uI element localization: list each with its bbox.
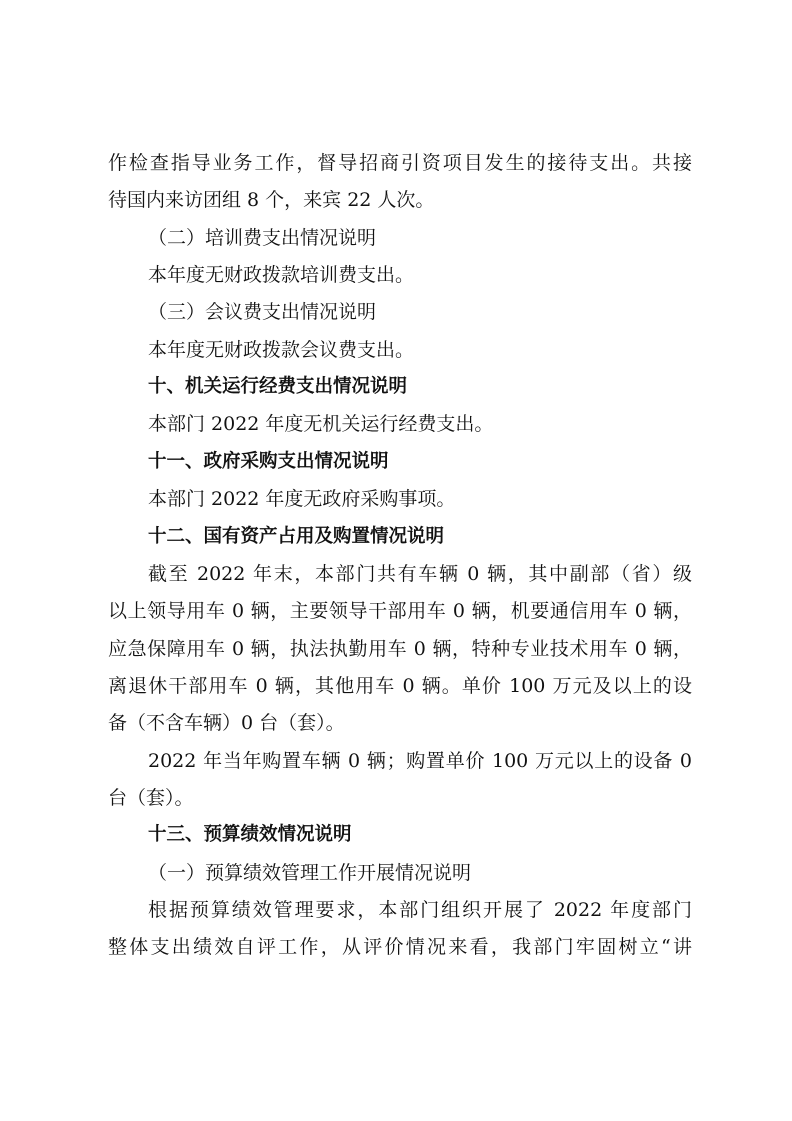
body-text-line: 整体支出绩效自评工作，从评价情况来看，我部门牢固树立“讲 (108, 936, 692, 958)
body-text-line: 本部门 2022 年度无机关运行经费支出。 (148, 413, 494, 435)
subsection-heading-meeting: （三）会议费支出情况说明 (148, 301, 377, 323)
section-heading-12: 十二、国有资产占用及购置情况说明 (148, 526, 445, 547)
body-text-line: 应急保障用车 0 辆，执法执勤用车 0 辆，特种专业技术用车 0 辆， (108, 638, 692, 660)
body-text-line: 以上领导用车 0 辆，主要领导干部用车 0 辆，机要通信用车 0 辆， (108, 600, 692, 622)
body-text-line: 台（套）。 (108, 787, 194, 809)
subsection-heading-training: （二）培训费支出情况说明 (148, 227, 377, 249)
body-text-line: 本年度无财政拨款培训费支出。 (148, 264, 415, 286)
body-text-line: 本年度无财政拨款会议费支出。 (148, 339, 415, 361)
body-text-line: 2022 年当年购置车辆 0 辆；购置单价 100 万元以上的设备 0 (148, 750, 692, 772)
body-text-line: 离退休干部用车 0 辆，其他用车 0 辆。单价 100 万元及以上的设 (108, 675, 692, 697)
section-heading-11: 十一、政府采购支出情况说明 (148, 451, 389, 472)
section-heading-10: 十、机关运行经费支出情况说明 (148, 376, 408, 397)
body-text-line: 截至 2022 年末，本部门共有车辆 0 辆，其中副部（省）级 (148, 563, 692, 585)
body-text-line: 待国内来访团组 8 个，来宾 22 人次。 (108, 189, 435, 211)
section-heading-13: 十三、预算绩效情况说明 (148, 824, 352, 845)
subsection-heading-performance: （一）预算绩效管理工作开展情况说明 (148, 862, 472, 884)
body-text-line: 根据预算绩效管理要求，本部门组织开展了 2022 年度部门 (148, 899, 692, 921)
body-text-line: 本部门 2022 年度无政府采购事项。 (148, 488, 456, 510)
body-text-line: 作检查指导业务工作，督导招商引资项目发生的接待支出。共接 (108, 152, 692, 174)
body-text-line: 备（不含车辆）0 台（套）。 (108, 712, 345, 734)
